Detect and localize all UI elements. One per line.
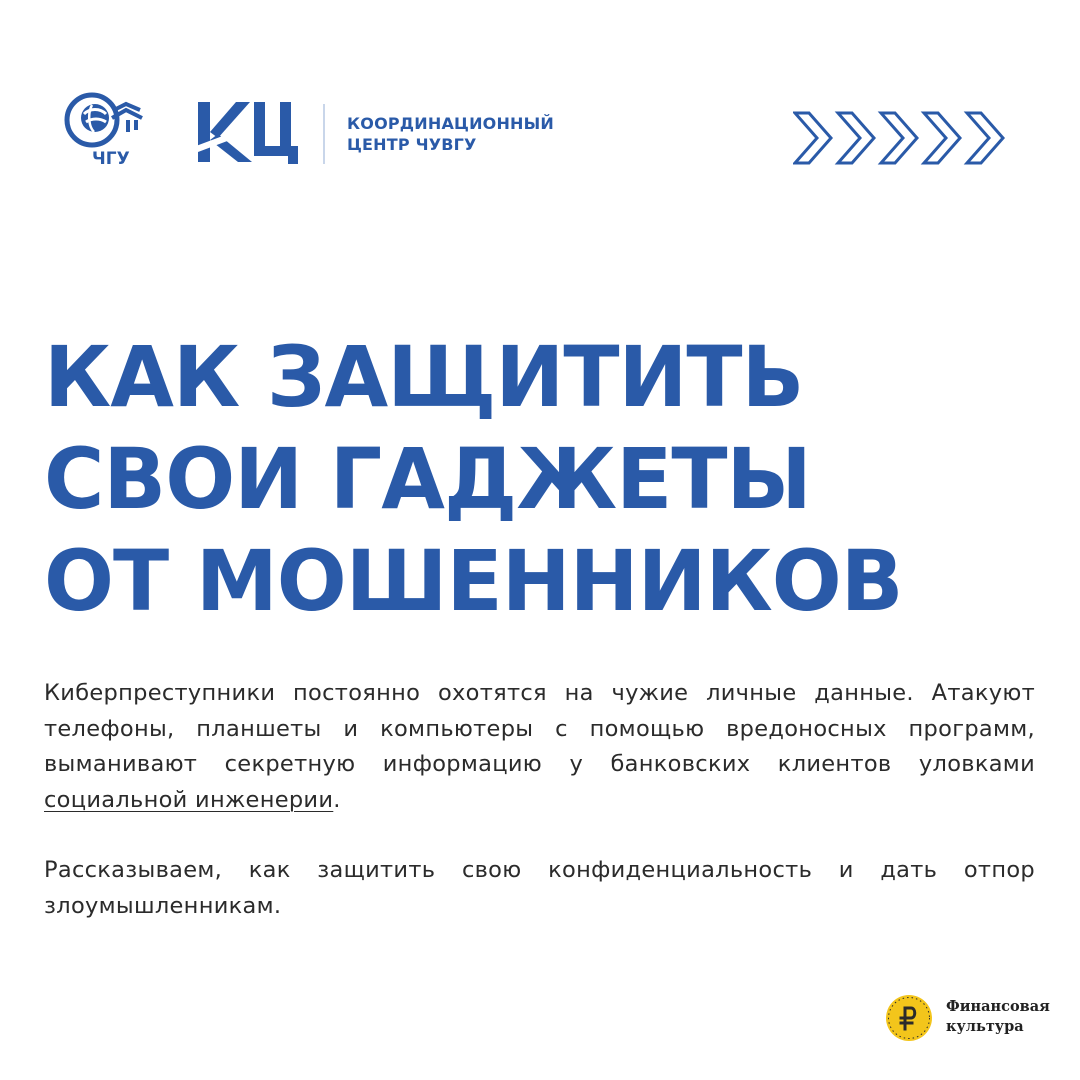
header-divider <box>323 104 325 164</box>
kc-logo-mark <box>196 100 300 166</box>
paragraph-intro-text: Киберпреступники постоянно охотятся на чужие личные данные. Атакуют телефоны, планшеты и компьютеры с помощью вредоносных программ, выманивают секретную информацию у банковских клиентов уловками <box>44 680 1035 777</box>
kc-org-name-line1: КООРДИНАЦИОННЫЙ <box>347 114 555 133</box>
financial-culture-logo <box>884 993 1050 1045</box>
body-text <box>44 676 1035 924</box>
financial-culture-label <box>946 997 1050 1037</box>
financial-culture-line1: Финансовая <box>946 998 1050 1015</box>
financial-culture-line2: культура <box>946 1018 1024 1035</box>
page-title <box>44 326 1044 632</box>
title-line-2: СВОИ ГАДЖЕТЫ <box>44 430 811 528</box>
header <box>0 0 1080 200</box>
chgu-globe-book-icon <box>62 92 158 168</box>
kc-org-name-line2: ЦЕНТР ЧУВГУ <box>347 135 477 154</box>
chgu-logo-label: ЧГУ <box>92 149 130 168</box>
title-line-1: КАК ЗАЩИТИТЬ <box>44 328 804 426</box>
title-line-3: ОТ МОШЕННИКОВ <box>44 532 903 630</box>
chgu-logo <box>62 92 158 168</box>
paragraph-summary: Рассказываем, как защитить свою конфиденциальность и дать отпор злоумышленникам. <box>44 857 1035 919</box>
social-engineering-link[interactable]: социальной инженерии <box>44 786 334 813</box>
paragraph-intro <box>44 676 1035 818</box>
paragraph-intro-end: . <box>333 786 341 813</box>
kc-org-name <box>347 113 554 155</box>
ruble-coin-icon <box>884 993 934 1043</box>
kc-mark-label: КЦ <box>196 100 198 101</box>
chevrons-right-icon <box>793 111 1009 165</box>
